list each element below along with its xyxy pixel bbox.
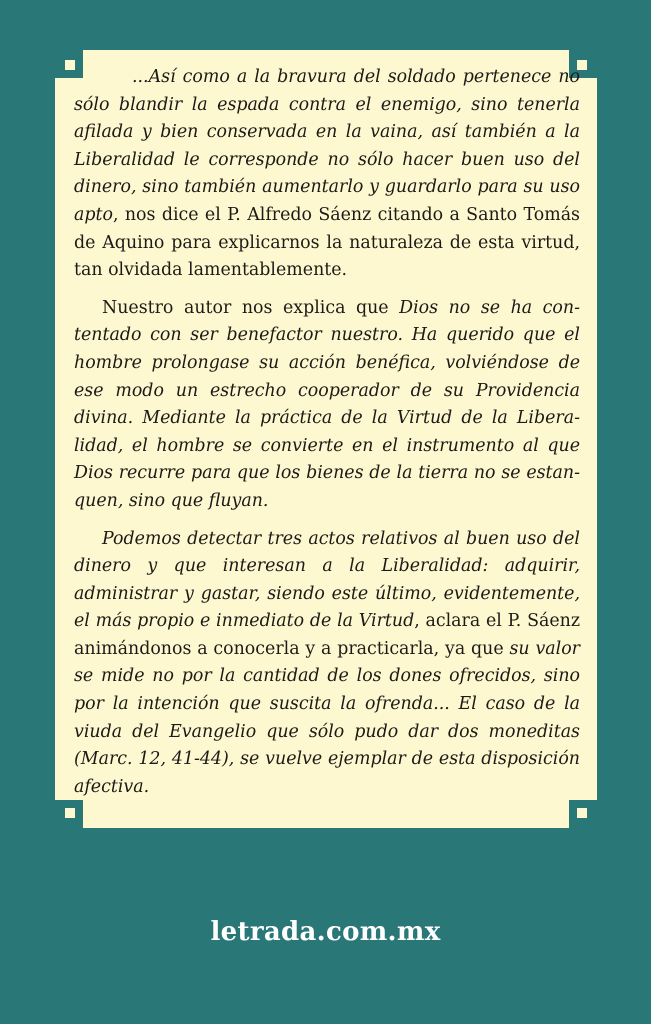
paragraph-1-italic-quote: ...Así como a la bravura del soldado pertenece no sólo blandir la espada contra el enemigo, sino tenerla afilada y bien conservada en la vaina, así también a la Liberalidad le corresponde no sólo hacer buen uso del dinero, sino también aumentarlo y guardarlo para su uso apto (74, 67, 580, 225)
corner-ornament-bottom-left (55, 800, 83, 828)
website-link[interactable]: letrada.com.mx (210, 917, 441, 947)
corner-ornament-bottom-right (569, 800, 597, 828)
paragraph-2-italic-quote: Dios no se ha contentado con ser benefactor nuestro. Ha querido que el hombre prolongase su acción benéfica, volviéndose de ese modo un estrecho cooperador de su Providencia divina. Mediante la práctica de la Virtud de la Liberalidad, el hombre se convierte en el instrumento al que Dios recurre para que los bienes de la tierra no se estanquen, sino que fluyan. (74, 297, 580, 511)
paragraph-1 (74, 64, 580, 285)
paragraph-3-attribution: , aclara el P. Sáenz animándonos a conocerla y a practicarla, ya que (74, 611, 581, 659)
paragraph-2 (74, 295, 580, 516)
paragraph-1-attribution: , nos dice el P. Alfredo Sáenz citando a Santo Tomás de Aquino para explicarnos la naturaleza de esta virtud, tan olvidada lamentablemente. (74, 204, 580, 281)
back-cover-text (74, 64, 580, 801)
paragraph-3 (74, 526, 580, 802)
paragraph-3-italic-quote-b: su valor se mide no por la cantidad de los dones ofrecidos, sino por la intención que suscita la ofrenda... El caso de la viuda del Evangelio que sólo pudo dar dos moneditas (Marc. 12, 41-44), se vuelve ejemplar de esta disposición afectiva. (74, 638, 580, 797)
paragraph-2-intro: Nuestro autor nos explica que (102, 297, 400, 318)
paragraph-3-italic-quote-a: Podemos detectar tres actos relativos al buen uso del dinero y que interesan a la Liberalidad: adquirir, administrar y gastar, siendo este último, evidentemente, el más propio e inmediato de la Virtud (74, 528, 580, 632)
text-panel (55, 50, 597, 828)
